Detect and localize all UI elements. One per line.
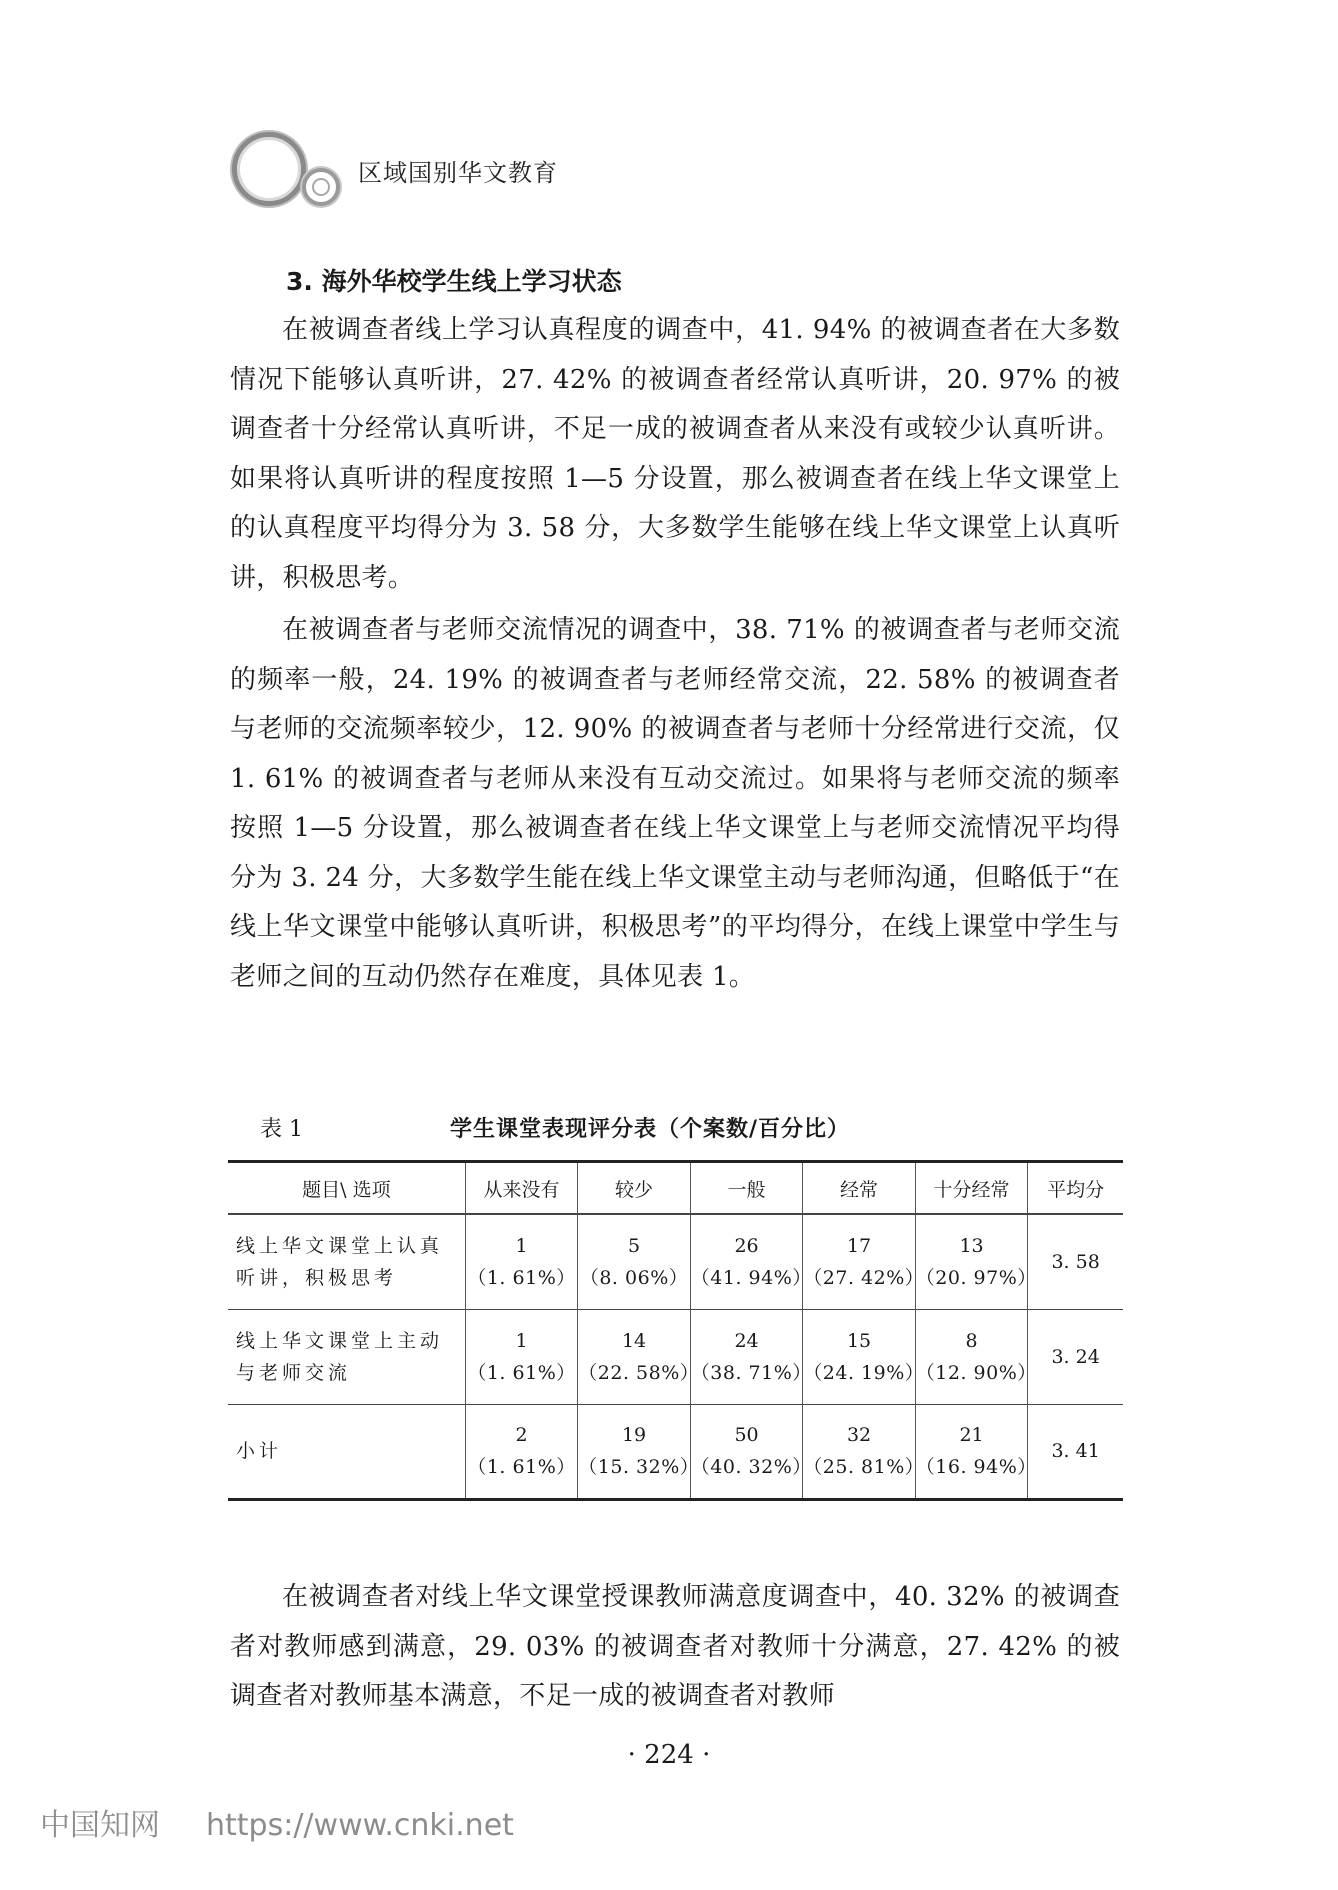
row-label: 小计 bbox=[236, 1440, 283, 1462]
cell-count: 14 bbox=[621, 1329, 647, 1352]
row-label: 线上华文课堂上认真听讲，积极思考 bbox=[236, 1234, 444, 1289]
book-series-logo-icon bbox=[228, 130, 338, 210]
cell bbox=[915, 1214, 1037, 1309]
body-text-continued bbox=[230, 1573, 1120, 1722]
watermark bbox=[40, 1800, 560, 1844]
cell bbox=[915, 1309, 1037, 1404]
cell-count: 13 bbox=[959, 1234, 984, 1257]
header-never: 从来没有 bbox=[465, 1162, 578, 1215]
cell-percent: （38. 71%） bbox=[690, 1361, 812, 1384]
cell-percent: （20. 97%） bbox=[915, 1266, 1037, 1289]
mean-score: 3. 58 bbox=[1028, 1214, 1123, 1309]
cell-count: 21 bbox=[959, 1424, 984, 1446]
table-row bbox=[228, 1309, 1123, 1404]
watermark-brand: 中国知网 bbox=[40, 1808, 160, 1843]
cell-percent: （25. 81%） bbox=[803, 1456, 925, 1478]
cell bbox=[803, 1309, 925, 1404]
mean-score: 3. 24 bbox=[1028, 1309, 1123, 1404]
cell bbox=[690, 1214, 812, 1309]
cell-percent: （1. 61%） bbox=[467, 1361, 576, 1384]
row-label: 线上华文课堂上主动与老师交流 bbox=[236, 1329, 444, 1384]
cell-count: 2 bbox=[515, 1424, 528, 1446]
table-row-subtotal bbox=[228, 1404, 1123, 1499]
header-very-often: 十分经常 bbox=[915, 1162, 1028, 1215]
cell-percent: （22. 58%） bbox=[578, 1361, 700, 1384]
table-label: 表 1 bbox=[260, 1117, 303, 1142]
table-row bbox=[228, 1214, 1123, 1309]
cell-count: 26 bbox=[734, 1234, 759, 1257]
running-header-title: 区域国别华文教育 bbox=[358, 158, 558, 187]
cell-count: 8 bbox=[965, 1329, 978, 1352]
paragraph-satisfaction: 在被调查者对线上华文课堂授课教师满意度调查中，40. 32% 的被调查者对教师感到满意，29. 03% 的被调查者对教师十分满意，27. 42% 的被调查者对教师基本满意，不足一成的被调查者对教师 bbox=[230, 1582, 1120, 1711]
mean-score: 3. 41 bbox=[1028, 1404, 1123, 1499]
cell bbox=[915, 1404, 1037, 1499]
body-text bbox=[230, 258, 1120, 1002]
large-ring-icon bbox=[232, 132, 306, 206]
cell bbox=[465, 1214, 578, 1309]
header-rarely: 较少 bbox=[578, 1162, 691, 1215]
watermark-url: https://www.cnki.net bbox=[206, 1808, 514, 1843]
cell-percent: （16. 94%） bbox=[915, 1456, 1037, 1478]
cell-percent: （24. 19%） bbox=[803, 1361, 925, 1384]
page-number: · 224 · bbox=[627, 1740, 711, 1770]
header-often: 经常 bbox=[803, 1162, 916, 1215]
cell-count: 5 bbox=[628, 1234, 641, 1257]
cell bbox=[803, 1404, 925, 1499]
cell-percent: （41. 94%） bbox=[690, 1266, 812, 1289]
cell-percent: （40. 32%） bbox=[690, 1456, 812, 1478]
cell-count: 15 bbox=[846, 1329, 872, 1352]
cell-count: 19 bbox=[621, 1424, 647, 1446]
cell-count: 50 bbox=[734, 1424, 759, 1446]
header-item: 题目\ 选项 bbox=[302, 1178, 391, 1201]
paragraph-interaction: 在被调查者与老师交流情况的调查中，38. 71% 的被调查者与老师交流的频率一般，24. 19% 的被调查者与老师经常交流，22. 58% 的被调查者与老师的交流频率较少，12. 90% 的被调查者与老师十分经常进行交流，仅 1. 61% 的被调查者与老师从来没有互动交流过。如果将与老师交流的频率按照 1—5 分设置，那么被调查者在线上华文课堂上与老师交流情况平均得分为 3. 24 分，大多数学生能在线上华文课堂主动与老师沟通，但略低于“在线上华文课堂中能够认真听讲，积极思考”的平均得分，在线上课堂中学生与老师之间的互动仍然存在难度，具体见表 1。 bbox=[230, 615, 1120, 992]
cell bbox=[465, 1309, 578, 1404]
cell bbox=[465, 1404, 578, 1499]
cell bbox=[690, 1309, 812, 1404]
cell bbox=[803, 1214, 925, 1309]
cell-count: 1 bbox=[515, 1329, 528, 1352]
cell-count: 32 bbox=[846, 1424, 872, 1446]
cell bbox=[578, 1404, 700, 1499]
cell-percent: （1. 61%） bbox=[467, 1456, 576, 1478]
cell-count: 1 bbox=[515, 1234, 528, 1257]
cell-percent: （8. 06%） bbox=[579, 1266, 689, 1289]
cell bbox=[578, 1214, 691, 1309]
running-header bbox=[228, 130, 558, 210]
header-average: 一般 bbox=[690, 1162, 803, 1215]
score-table bbox=[228, 1160, 1123, 1501]
cell-percent: （12. 90%） bbox=[915, 1361, 1037, 1384]
small-ring-icon bbox=[302, 168, 340, 206]
cell bbox=[578, 1309, 700, 1404]
header-mean-score: 平均分 bbox=[1028, 1162, 1123, 1215]
table-header-row bbox=[228, 1162, 1123, 1215]
paragraph-attention: 在被调查者线上学习认真程度的调查中，41. 94% 的被调查者在大多数情况下能够认真听讲，27. 42% 的被调查者经常认真听讲，20. 97% 的被调查者十分经常认真听讲，不足一成的被调查者从来没有或较少认真听讲。如果将认真听讲的程度按照 1—5 分设置，那么被调查者在线上华文课堂上的认真程度平均得分为 3. 58 分，大多数学生能够在线上华文课堂上认真听讲，积极思考。 bbox=[230, 315, 1120, 593]
cell-percent: （15. 32%） bbox=[578, 1456, 700, 1478]
table-title: 学生课堂表现评分表（个案数/百分比） bbox=[450, 1117, 851, 1142]
cell-count: 17 bbox=[846, 1234, 872, 1257]
cell-percent: （27. 42%） bbox=[803, 1266, 925, 1289]
section-heading: 3. 海外华校学生线上学习状态 bbox=[286, 267, 622, 296]
cell bbox=[690, 1404, 812, 1499]
cell-count: 24 bbox=[734, 1329, 759, 1352]
cell-percent: （1. 61%） bbox=[467, 1266, 576, 1289]
